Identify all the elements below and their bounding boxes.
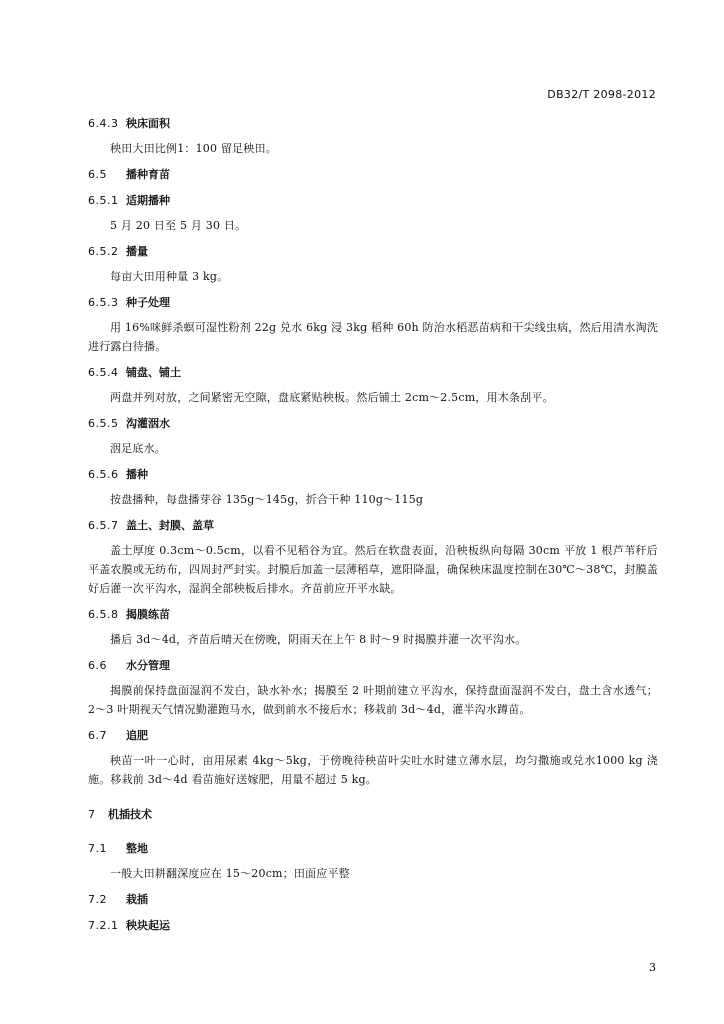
section-number: 6.5.4 (88, 366, 119, 379)
section-heading (88, 240, 658, 264)
section-number: 7.2.1 (88, 919, 119, 932)
section-title: 播种 (126, 468, 148, 481)
paragraph: 一般大田耕翻深度应在 15～20cm；田面应平整 (110, 867, 350, 880)
section-number: 6.4.3 (88, 117, 119, 130)
paragraph: 两盘并列对放，之间紧密无空隙，盘底紧贴秧板。然后铺土 2cm～2.5cm，用木条刮平。 (110, 391, 554, 404)
section-heading (88, 291, 658, 315)
paragraph: 5 月 20 日至 5 月 30 日。 (110, 219, 247, 232)
section-title: 机插技术 (108, 808, 152, 821)
section-heading (88, 914, 658, 938)
section-number: 7.1 (88, 842, 107, 855)
section-title: 栽插 (126, 893, 148, 906)
paragraph: 秧田大田比例1：100 留足秧田。 (110, 142, 277, 155)
section-heading (88, 412, 658, 436)
paragraph: 用 16%咪鲜杀螟可湿性粉剂 22g 兑水 6kg 浸 3kg 稻种 60h 防治水稻恶苗病和干尖线虫病，然后用清水淘洗进行露白待播。 (88, 321, 658, 353)
paragraph: 播后 3d～4d，齐苗后晴天在傍晚，阴雨天在上午 8 时～9 时揭膜并灌一次平沟水。 (110, 633, 527, 646)
section-number: 6.5.5 (88, 417, 119, 430)
section-number: 7 (88, 808, 96, 821)
paragraph: 秧苗一叶一心时，亩用尿素 4kg～5kg，于傍晚待秧苗叶尖吐水时建立薄水层，均匀撒施或兑水1000 kg 浇施。移栽前 3d～4d 看苗施好送嫁肥，用量不超过 5 kg。 (88, 754, 658, 786)
section-number: 6.6 (88, 659, 107, 672)
section-title: 秧床面积 (126, 117, 170, 130)
section-heading (88, 888, 658, 912)
section-heading (88, 837, 658, 861)
section-title: 揭膜练苗 (126, 608, 170, 621)
section-number: 6.5.1 (88, 194, 119, 207)
document-body (88, 110, 658, 938)
paragraph: 每亩大田用种量 3 kg。 (110, 270, 229, 283)
section-number: 6.5.2 (88, 245, 119, 258)
paragraph: 盖土厚度 0.3cm～0.5cm，以看不见稻谷为宜。然后在软盘表面，沿秧板纵向每隔 30cm 平放 1 根芦苇秆后平盖农膜或无纺布，四周封严封实。封膜后加盖一层薄稻草，遮阳降温，确保秧床温度控制在30℃～38℃，封膜盖好后灌一次平沟水，湿润全部秧板后排水。齐苗前应开平水缺。 (88, 544, 658, 595)
section-heading (88, 163, 658, 187)
section-title: 播种育苗 (126, 168, 170, 181)
section-number: 6.5.7 (88, 519, 119, 532)
section-heading (88, 189, 658, 213)
section-number: 7.2 (88, 893, 107, 906)
section-number: 6.5.6 (88, 468, 119, 481)
section-heading (88, 803, 658, 827)
paragraph: 揭膜前保持盘面湿润不发白，缺水补水；揭膜至 2 叶期前建立平沟水，保持盘面湿润不发白，盘土含水透气；2～3 叶期视天气情况勤灌跑马水，做到前水不接后水；移栽前 3d～4d，灌半沟水蹲苗。 (88, 684, 658, 716)
section-title: 种子处理 (126, 296, 170, 309)
section-title: 追肥 (126, 729, 148, 742)
section-heading (88, 724, 658, 748)
section-heading (88, 514, 658, 538)
section-title: 水分管理 (126, 659, 170, 672)
section-title: 沟灌洇水 (126, 417, 170, 430)
section-number: 6.7 (88, 729, 107, 742)
section-title: 整地 (126, 842, 148, 855)
section-heading (88, 603, 658, 627)
section-number: 6.5.8 (88, 608, 119, 621)
section-heading (88, 361, 658, 385)
page-number: 3 (649, 961, 656, 974)
section-title: 盖土、封膜、盖草 (126, 519, 214, 532)
paragraph: 洇足底水。 (110, 442, 166, 455)
section-number: 6.5.3 (88, 296, 119, 309)
section-title: 播量 (126, 245, 148, 258)
section-title: 铺盘、铺土 (126, 366, 181, 379)
section-heading (88, 463, 658, 487)
section-heading (88, 112, 658, 136)
paragraph: 按盘播种，每盘播芽谷 135g～145g，折合干种 110g～115g (110, 493, 424, 506)
section-number: 6.5 (88, 168, 107, 181)
section-heading (88, 654, 658, 678)
section-title: 秧块起运 (126, 919, 170, 932)
standard-code: DB32/T 2098-2012 (547, 88, 656, 101)
section-title: 适期播种 (126, 194, 170, 207)
